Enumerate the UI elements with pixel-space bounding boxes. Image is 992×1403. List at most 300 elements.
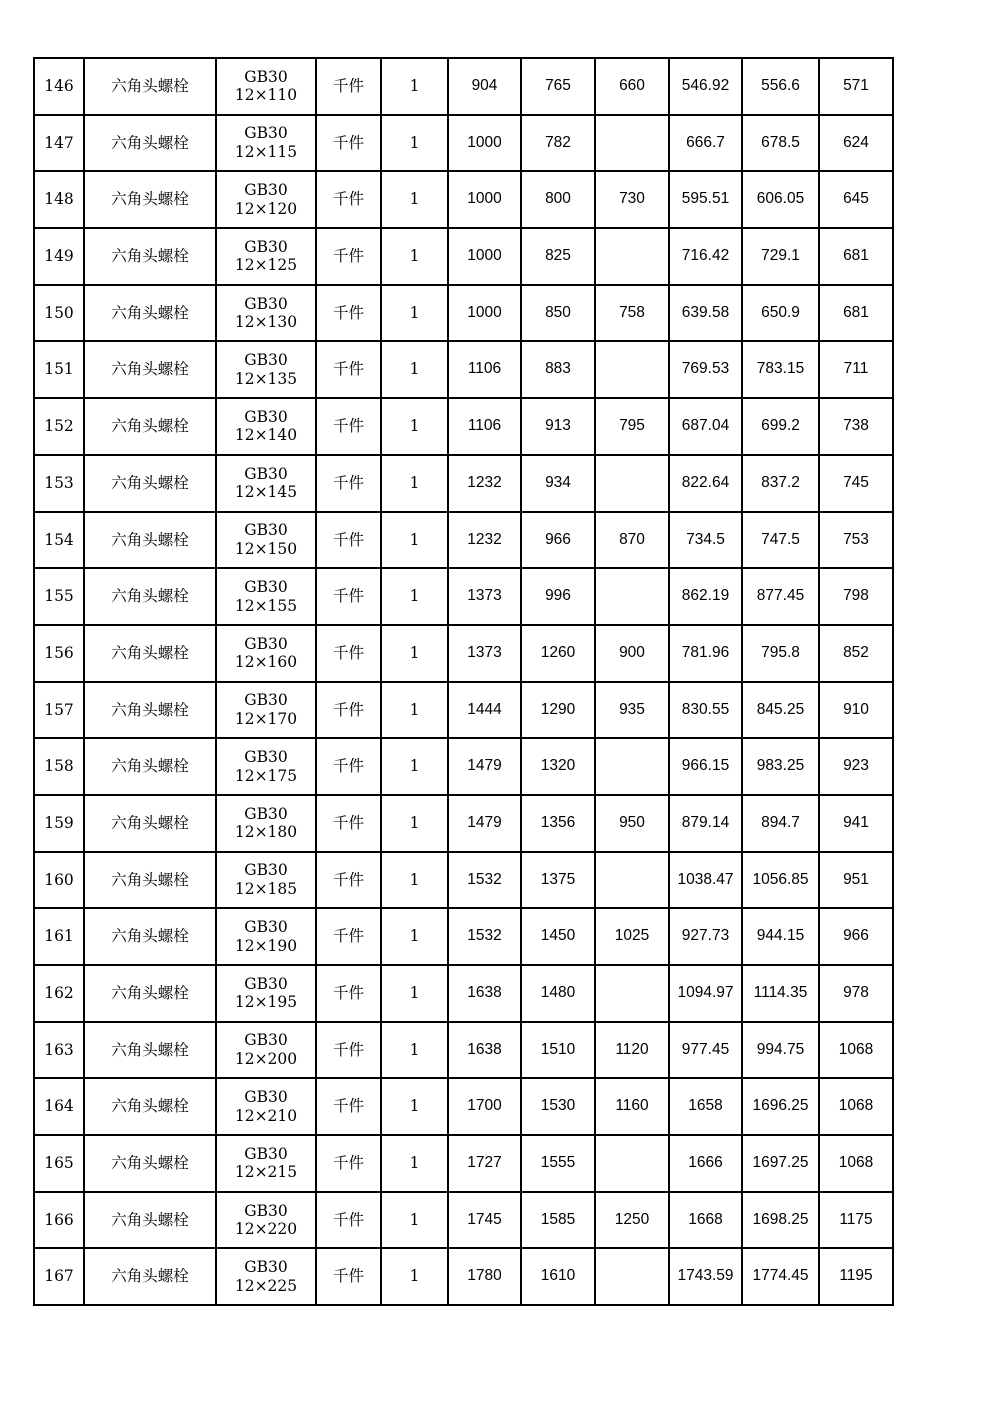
spec-size: 12×145 [234, 483, 298, 502]
unit: 千件 [316, 1135, 381, 1192]
table-row [34, 171, 893, 228]
unit: 千件 [316, 512, 381, 569]
price-col-2: 1610 [521, 1248, 595, 1305]
price-col-5: 747.5 [742, 512, 819, 569]
price-col-1: 1106 [448, 398, 521, 455]
price-col-4: 1668 [669, 1192, 742, 1249]
table-row [34, 908, 893, 965]
product-name: 六角头螺栓 [84, 285, 216, 342]
price-col-5: 678.5 [742, 115, 819, 172]
table-row [34, 568, 893, 625]
price-col-2: 1260 [521, 625, 595, 682]
price-col-4: 927.73 [669, 908, 742, 965]
price-col-5: 983.25 [742, 738, 819, 795]
product-name: 六角头螺栓 [84, 852, 216, 909]
spec-standard: GB30 [244, 67, 288, 86]
row-number: 155 [34, 568, 84, 625]
price-col-3 [595, 738, 669, 795]
price-col-6: 978 [819, 965, 893, 1022]
row-number: 165 [34, 1135, 84, 1192]
unit: 千件 [316, 341, 381, 398]
quantity: 1 [381, 115, 448, 172]
price-col-4: 1038.47 [669, 852, 742, 909]
price-col-1: 1373 [448, 625, 521, 682]
price-col-3: 1120 [595, 1022, 669, 1079]
price-col-6: 624 [819, 115, 893, 172]
row-number: 158 [34, 738, 84, 795]
price-col-5: 1697.25 [742, 1135, 819, 1192]
price-col-2: 1290 [521, 682, 595, 739]
spec-standard: GB30 [244, 351, 288, 370]
price-col-4: 1743.59 [669, 1248, 742, 1305]
price-col-5: 783.15 [742, 341, 819, 398]
quantity: 1 [381, 58, 448, 115]
specification [216, 682, 316, 739]
spec-size: 12×115 [234, 143, 298, 162]
product-name: 六角头螺栓 [84, 512, 216, 569]
price-col-3: 758 [595, 285, 669, 342]
price-col-6: 645 [819, 171, 893, 228]
unit: 千件 [316, 228, 381, 285]
unit: 千件 [316, 1078, 381, 1135]
price-col-4: 769.53 [669, 341, 742, 398]
price-col-1: 1700 [448, 1078, 521, 1135]
product-name: 六角头螺栓 [84, 908, 216, 965]
price-col-5: 556.6 [742, 58, 819, 115]
spec-standard: GB30 [244, 974, 288, 993]
price-col-3: 1025 [595, 908, 669, 965]
price-col-4: 879.14 [669, 795, 742, 852]
price-col-6: 1195 [819, 1248, 893, 1305]
table-row [34, 738, 893, 795]
price-col-2: 765 [521, 58, 595, 115]
quantity: 1 [381, 852, 448, 909]
price-col-4: 862.19 [669, 568, 742, 625]
price-col-1: 1000 [448, 228, 521, 285]
price-col-6: 798 [819, 568, 893, 625]
row-number: 150 [34, 285, 84, 342]
price-col-1: 1727 [448, 1135, 521, 1192]
price-col-4: 639.58 [669, 285, 742, 342]
specification [216, 1192, 316, 1249]
row-number: 163 [34, 1022, 84, 1079]
price-col-4: 734.5 [669, 512, 742, 569]
spec-size: 12×185 [234, 879, 298, 898]
price-col-6: 910 [819, 682, 893, 739]
unit: 千件 [316, 1022, 381, 1079]
price-col-2: 934 [521, 455, 595, 512]
price-col-6: 1068 [819, 1022, 893, 1079]
price-col-2: 913 [521, 398, 595, 455]
price-col-4: 1094.97 [669, 965, 742, 1022]
row-number: 164 [34, 1078, 84, 1135]
price-col-2: 782 [521, 115, 595, 172]
spec-size: 12×130 [234, 313, 298, 332]
specification [216, 568, 316, 625]
quantity: 1 [381, 228, 448, 285]
specification [216, 512, 316, 569]
price-col-5: 845.25 [742, 682, 819, 739]
spec-size: 12×160 [234, 653, 298, 672]
price-col-4: 666.7 [669, 115, 742, 172]
table-row [34, 1135, 893, 1192]
product-name: 六角头螺栓 [84, 341, 216, 398]
price-col-2: 825 [521, 228, 595, 285]
specification [216, 852, 316, 909]
table-row [34, 1248, 893, 1305]
price-col-4: 966.15 [669, 738, 742, 795]
price-col-6: 681 [819, 228, 893, 285]
price-col-2: 1585 [521, 1192, 595, 1249]
spec-standard: GB30 [244, 407, 288, 426]
price-col-1: 1532 [448, 908, 521, 965]
price-col-5: 994.75 [742, 1022, 819, 1079]
price-col-1: 1444 [448, 682, 521, 739]
unit: 千件 [316, 455, 381, 512]
product-name: 六角头螺栓 [84, 568, 216, 625]
price-col-6: 923 [819, 738, 893, 795]
table-row [34, 512, 893, 569]
row-number: 148 [34, 171, 84, 228]
price-col-3: 730 [595, 171, 669, 228]
spec-standard: GB30 [244, 804, 288, 823]
price-col-2: 1530 [521, 1078, 595, 1135]
product-name: 六角头螺栓 [84, 625, 216, 682]
specification [216, 795, 316, 852]
price-col-6: 1068 [819, 1135, 893, 1192]
row-number: 161 [34, 908, 84, 965]
unit: 千件 [316, 965, 381, 1022]
quantity: 1 [381, 171, 448, 228]
specification [216, 1248, 316, 1305]
product-name: 六角头螺栓 [84, 1135, 216, 1192]
quantity: 1 [381, 455, 448, 512]
table-row [34, 228, 893, 285]
specification [216, 115, 316, 172]
unit: 千件 [316, 852, 381, 909]
specification [216, 171, 316, 228]
product-name: 六角头螺栓 [84, 58, 216, 115]
price-col-4: 977.45 [669, 1022, 742, 1079]
unit: 千件 [316, 171, 381, 228]
quantity: 1 [381, 568, 448, 625]
price-col-5: 1698.25 [742, 1192, 819, 1249]
price-col-3: 1250 [595, 1192, 669, 1249]
price-col-3 [595, 228, 669, 285]
spec-size: 12×155 [234, 596, 298, 615]
product-name: 六角头螺栓 [84, 738, 216, 795]
price-col-3 [595, 455, 669, 512]
table-row [34, 1192, 893, 1249]
spec-standard: GB30 [244, 634, 288, 653]
price-col-2: 1480 [521, 965, 595, 1022]
unit: 千件 [316, 908, 381, 965]
price-col-3: 900 [595, 625, 669, 682]
spec-standard: GB30 [244, 1088, 288, 1107]
price-col-1: 1532 [448, 852, 521, 909]
price-col-5: 944.15 [742, 908, 819, 965]
price-col-1: 1638 [448, 1022, 521, 1079]
table-row [34, 58, 893, 115]
spec-standard: GB30 [244, 1258, 288, 1277]
unit: 千件 [316, 568, 381, 625]
price-col-4: 1666 [669, 1135, 742, 1192]
price-col-5: 1774.45 [742, 1248, 819, 1305]
spec-standard: GB30 [244, 748, 288, 766]
price-col-4: 546.92 [669, 58, 742, 115]
table-row [34, 455, 893, 512]
product-name: 六角头螺栓 [84, 682, 216, 739]
price-col-4: 716.42 [669, 228, 742, 285]
spec-standard: GB30 [244, 181, 288, 200]
unit: 千件 [316, 398, 381, 455]
price-col-1: 1745 [448, 1192, 521, 1249]
quantity: 1 [381, 682, 448, 739]
spec-standard: GB30 [244, 918, 288, 937]
table-row [34, 1078, 893, 1135]
specification [216, 228, 316, 285]
unit: 千件 [316, 285, 381, 342]
product-name: 六角头螺栓 [84, 1192, 216, 1249]
spec-standard: GB30 [244, 1031, 288, 1050]
price-col-1: 1638 [448, 965, 521, 1022]
price-col-4: 1658 [669, 1078, 742, 1135]
unit: 千件 [316, 1192, 381, 1249]
price-col-3 [595, 852, 669, 909]
quantity: 1 [381, 965, 448, 1022]
quantity: 1 [381, 795, 448, 852]
product-name: 六角头螺栓 [84, 398, 216, 455]
product-name: 六角头螺栓 [84, 965, 216, 1022]
unit: 千件 [316, 58, 381, 115]
row-number: 156 [34, 625, 84, 682]
product-name: 六角头螺栓 [84, 1022, 216, 1079]
price-col-4: 830.55 [669, 682, 742, 739]
unit: 千件 [316, 115, 381, 172]
spec-size: 12×110 [234, 86, 298, 105]
price-col-5: 795.8 [742, 625, 819, 682]
product-name: 六角头螺栓 [84, 1078, 216, 1135]
price-col-6: 852 [819, 625, 893, 682]
quantity: 1 [381, 1022, 448, 1079]
spec-size: 12×225 [234, 1276, 298, 1295]
unit: 千件 [316, 682, 381, 739]
table-row [34, 965, 893, 1022]
quantity: 1 [381, 1078, 448, 1135]
spec-size: 12×210 [234, 1106, 298, 1125]
quantity: 1 [381, 341, 448, 398]
row-number: 162 [34, 965, 84, 1022]
price-col-5: 837.2 [742, 455, 819, 512]
spec-size: 12×195 [234, 993, 298, 1012]
price-col-6: 738 [819, 398, 893, 455]
spec-size: 12×200 [234, 1050, 298, 1069]
row-number: 153 [34, 455, 84, 512]
price-table [33, 57, 894, 1306]
spec-standard: GB30 [244, 577, 288, 596]
specification [216, 1078, 316, 1135]
price-col-5: 699.2 [742, 398, 819, 455]
price-col-6: 711 [819, 341, 893, 398]
spec-size: 12×140 [234, 426, 298, 445]
spec-size: 12×215 [234, 1163, 298, 1182]
product-name: 六角头螺栓 [84, 228, 216, 285]
price-col-5: 729.1 [742, 228, 819, 285]
price-col-6: 753 [819, 512, 893, 569]
specification [216, 398, 316, 455]
table-row [34, 341, 893, 398]
price-col-4: 687.04 [669, 398, 742, 455]
row-number: 147 [34, 115, 84, 172]
price-col-2: 883 [521, 341, 595, 398]
spec-standard: GB30 [244, 691, 288, 710]
quantity: 1 [381, 512, 448, 569]
product-name: 六角头螺栓 [84, 1248, 216, 1305]
price-col-3: 935 [595, 682, 669, 739]
quantity: 1 [381, 625, 448, 682]
table-row [34, 795, 893, 852]
unit: 千件 [316, 795, 381, 852]
unit: 千件 [316, 738, 381, 795]
price-col-2: 1450 [521, 908, 595, 965]
spec-size: 12×190 [234, 936, 298, 955]
price-col-5: 1114.35 [742, 965, 819, 1022]
table-body [34, 58, 893, 1305]
price-col-4: 822.64 [669, 455, 742, 512]
price-col-5: 606.05 [742, 171, 819, 228]
spec-size: 12×180 [234, 823, 298, 842]
product-name: 六角头螺栓 [84, 455, 216, 512]
price-col-1: 1000 [448, 115, 521, 172]
price-col-3: 1160 [595, 1078, 669, 1135]
price-col-1: 1232 [448, 512, 521, 569]
price-col-6: 1068 [819, 1078, 893, 1135]
table-row [34, 285, 893, 342]
price-col-1: 1000 [448, 285, 521, 342]
price-col-1: 904 [448, 58, 521, 115]
price-col-2: 1510 [521, 1022, 595, 1079]
specification [216, 908, 316, 965]
price-col-1: 1780 [448, 1248, 521, 1305]
table-row [34, 398, 893, 455]
product-name: 六角头螺栓 [84, 115, 216, 172]
price-col-3 [595, 568, 669, 625]
quantity: 1 [381, 738, 448, 795]
price-col-1: 1000 [448, 171, 521, 228]
table-row [34, 852, 893, 909]
price-col-2: 1375 [521, 852, 595, 909]
row-number: 146 [34, 58, 84, 115]
table-row [34, 1022, 893, 1079]
quantity: 1 [381, 1135, 448, 1192]
spec-standard: GB30 [244, 464, 288, 483]
price-col-5: 894.7 [742, 795, 819, 852]
table-row [34, 682, 893, 739]
price-col-2: 1356 [521, 795, 595, 852]
spec-size: 12×170 [234, 709, 298, 728]
specification [216, 1135, 316, 1192]
unit: 千件 [316, 625, 381, 682]
price-col-5: 650.9 [742, 285, 819, 342]
quantity: 1 [381, 398, 448, 455]
specification [216, 285, 316, 342]
specification [216, 965, 316, 1022]
price-col-2: 850 [521, 285, 595, 342]
price-col-6: 941 [819, 795, 893, 852]
price-col-3 [595, 1248, 669, 1305]
price-col-1: 1373 [448, 568, 521, 625]
price-col-6: 745 [819, 455, 893, 512]
product-name: 六角头螺栓 [84, 795, 216, 852]
price-col-2: 996 [521, 568, 595, 625]
product-name: 六角头螺栓 [84, 171, 216, 228]
spec-size: 12×150 [234, 539, 298, 558]
price-col-1: 1479 [448, 795, 521, 852]
quantity: 1 [381, 1248, 448, 1305]
price-col-6: 966 [819, 908, 893, 965]
price-col-3: 870 [595, 512, 669, 569]
row-number: 149 [34, 228, 84, 285]
quantity: 1 [381, 1192, 448, 1249]
price-col-4: 781.96 [669, 625, 742, 682]
quantity: 1 [381, 285, 448, 342]
row-number: 166 [34, 1192, 84, 1249]
spec-standard: GB30 [244, 521, 288, 540]
price-col-6: 1175 [819, 1192, 893, 1249]
row-number: 167 [34, 1248, 84, 1305]
price-col-3: 660 [595, 58, 669, 115]
price-col-2: 1320 [521, 738, 595, 795]
price-col-3 [595, 115, 669, 172]
row-number: 159 [34, 795, 84, 852]
spec-size: 12×120 [234, 199, 298, 218]
spec-standard: GB30 [244, 861, 288, 880]
spec-size: 12×135 [234, 369, 298, 388]
row-number: 157 [34, 682, 84, 739]
row-number: 151 [34, 341, 84, 398]
price-col-3 [595, 1135, 669, 1192]
specification [216, 738, 316, 795]
spec-standard: GB30 [244, 237, 288, 256]
price-col-2: 966 [521, 512, 595, 569]
row-number: 152 [34, 398, 84, 455]
price-col-5: 1696.25 [742, 1078, 819, 1135]
row-number: 154 [34, 512, 84, 569]
specification [216, 455, 316, 512]
price-col-3 [595, 341, 669, 398]
table-row [34, 115, 893, 172]
specification [216, 58, 316, 115]
spec-standard: GB30 [244, 1201, 288, 1220]
price-col-1: 1479 [448, 738, 521, 795]
price-col-5: 877.45 [742, 568, 819, 625]
spec-standard: GB30 [244, 1144, 288, 1163]
spec-size: 12×175 [234, 766, 298, 785]
price-col-1: 1232 [448, 455, 521, 512]
specification [216, 1022, 316, 1079]
price-col-5: 1056.85 [742, 852, 819, 909]
unit: 千件 [316, 1248, 381, 1305]
specification [216, 341, 316, 398]
row-number: 160 [34, 852, 84, 909]
price-col-3 [595, 965, 669, 1022]
price-col-1: 1106 [448, 341, 521, 398]
specification [216, 625, 316, 682]
spec-standard: GB30 [244, 124, 288, 143]
price-col-3: 950 [595, 795, 669, 852]
price-col-3: 795 [595, 398, 669, 455]
price-col-6: 681 [819, 285, 893, 342]
